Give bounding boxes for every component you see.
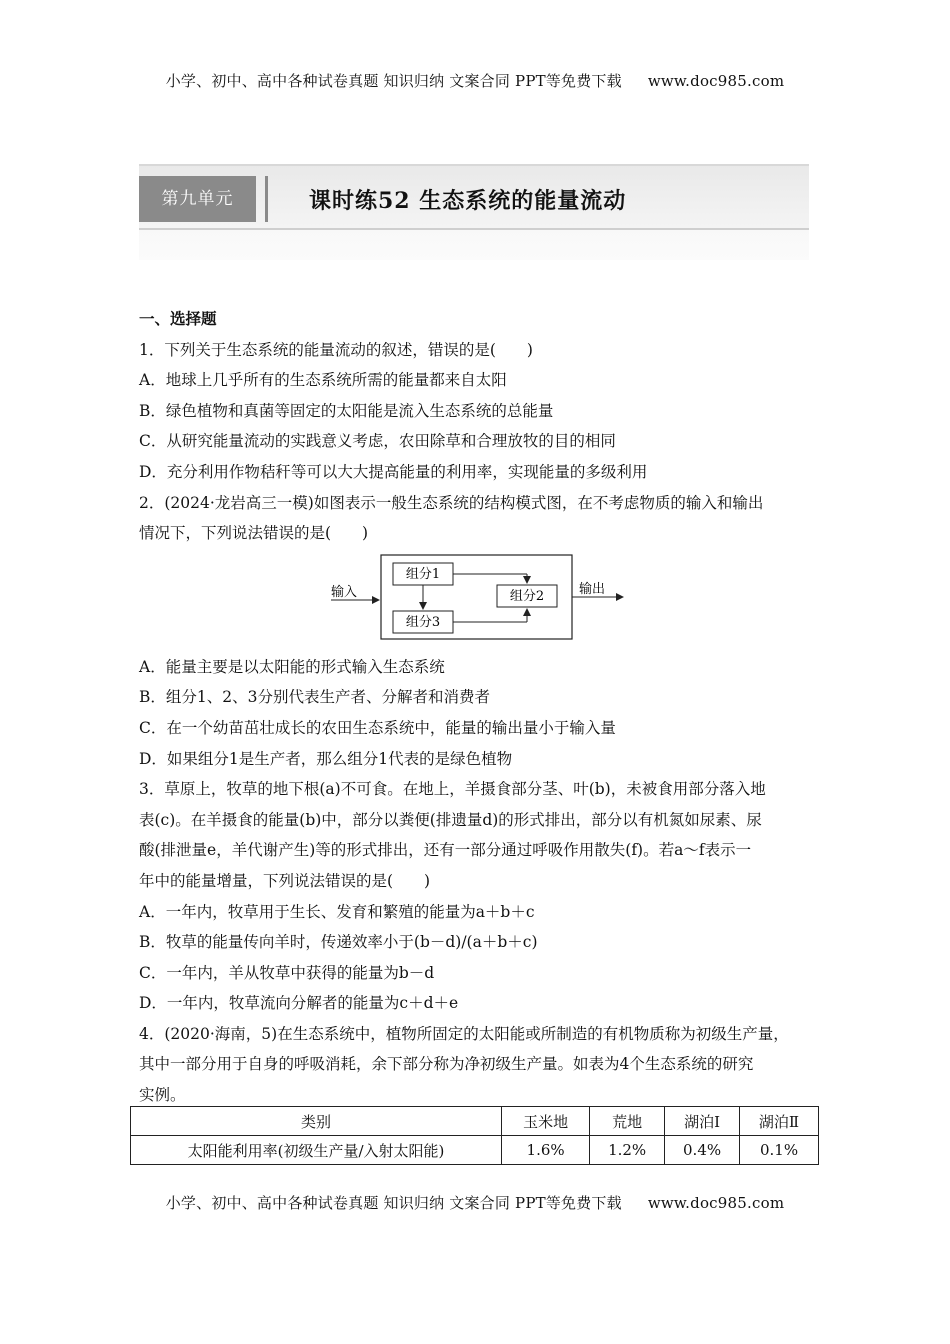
q3-stem-line4: 年中的能量增量，下列说法错误的是( ) bbox=[139, 871, 431, 890]
component-1-label: 组分1 bbox=[405, 566, 441, 582]
footer-url[interactable]: www.doc985.com bbox=[647, 1194, 785, 1212]
table-header-cell: 玉米地 bbox=[502, 1107, 590, 1136]
input-label: 输入 bbox=[331, 584, 358, 600]
q1-stem: 1．下列关于生态系统的能量流动的叙述，错误的是( ) bbox=[139, 340, 533, 359]
q3-option-c: C．一年内，羊从牧草中获得的能量为b－d bbox=[139, 963, 435, 982]
ecosystem-diagram bbox=[139, 553, 819, 651]
chapter-banner bbox=[139, 164, 809, 260]
table-header-cell: 湖泊Ⅱ bbox=[740, 1107, 819, 1136]
lesson-title: 课时练52 生态系统的能量流动 bbox=[309, 188, 627, 214]
table-row bbox=[131, 1136, 819, 1165]
table-header-cell: 类别 bbox=[131, 1107, 502, 1136]
q1-option-a: A．地球上几乎所有的生态系统所需的能量都来自太阳 bbox=[139, 371, 507, 390]
table-cell: 0.4% bbox=[665, 1136, 740, 1165]
q4-stem-line2: 其中一部分用于自身的呼吸消耗，余下部分称为净初级生产量。如表为4个生态系统的研究 bbox=[139, 1055, 754, 1074]
q3-stem-line2: 表(c)。在羊摄食的能量(b)中，部分以粪便(排遗量d)的形式排出，部分以有机氮如尿素、尿 bbox=[139, 810, 762, 829]
q3-option-b: B．牧草的能量传向羊时，传递效率小于(b－d)/(a＋b＋c) bbox=[139, 933, 538, 952]
banner-divider bbox=[265, 176, 268, 222]
page-header bbox=[0, 70, 950, 91]
page-footer bbox=[0, 1192, 950, 1213]
component-2-label: 组分2 bbox=[509, 588, 545, 604]
table-cell: 1.6% bbox=[502, 1136, 590, 1165]
table-header-cell: 湖泊Ⅰ bbox=[665, 1107, 740, 1136]
header-text: 小学、初中、高中各种试卷真题 知识归纳 文案合同 PPT等免费下载 bbox=[165, 72, 622, 90]
q2-stem-line2: 情况下，下列说法错误的是( ) bbox=[139, 524, 369, 543]
table-cell: 1.2% bbox=[590, 1136, 665, 1165]
q4-stem-line3: 实例。 bbox=[139, 1086, 186, 1105]
q2-option-c: C．在一个幼苗茁壮成长的农田生态系统中，能量的输出量小于输入量 bbox=[139, 718, 616, 737]
q2-option-d: D．如果组分1是生产者，那么组分1代表的是绿色植物 bbox=[139, 749, 513, 768]
output-label: 输出 bbox=[579, 581, 606, 597]
q2-option-b: B．组分1、2、3分别代表生产者、分解者和消费者 bbox=[139, 688, 490, 707]
efficiency-table bbox=[130, 1106, 819, 1165]
q1-option-d: D．充分利用作物秸秆等可以大大提高能量的利用率，实现能量的多级利用 bbox=[139, 462, 648, 481]
table-header-row bbox=[131, 1107, 819, 1136]
table-header-cell: 荒地 bbox=[590, 1107, 665, 1136]
q1-option-b: B．绿色植物和真菌等固定的太阳能是流入生态系统的总能量 bbox=[139, 401, 554, 420]
header-url[interactable]: www.doc985.com bbox=[647, 72, 785, 90]
footer-text: 小学、初中、高中各种试卷真题 知识归纳 文案合同 PPT等免费下载 bbox=[165, 1194, 622, 1212]
q1-option-c: C．从研究能量流动的实践意义考虑，农田除草和合理放牧的目的相同 bbox=[139, 432, 616, 451]
diagram-svg bbox=[327, 553, 627, 645]
q3-stem-line3: 酸(排泄量e，羊代谢产生)等的形式排出，还有一部分通过呼吸作用散失(f)。若a～f表示一 bbox=[139, 841, 752, 860]
section-heading: 一、选择题 bbox=[139, 309, 217, 328]
q2-option-a: A．能量主要是以太阳能的形式输入生态系统 bbox=[139, 657, 445, 676]
exercise-content bbox=[139, 304, 819, 1111]
q3-option-d: D．一年内，牧草流向分解者的能量为c＋d＋e bbox=[139, 994, 459, 1013]
q4-stem-line1: 4．(2020·海南，5)在生态系统中，植物所固定的太阳能或所制造的有机物质称为初级生产量， bbox=[139, 1024, 789, 1043]
component-3-label: 组分3 bbox=[405, 614, 441, 630]
q2-stem-line1: 2．(2024·龙岩高三一模)如图表示一般生态系统的结构模式图，在不考虑物质的输入和输出 bbox=[139, 493, 764, 512]
unit-label: 第九单元 bbox=[139, 176, 256, 222]
q3-stem-line1: 3．草原上，牧草的地下根(a)不可食。在地上，羊摄食部分茎、叶(b)，未被食用部分落入地 bbox=[139, 780, 766, 799]
table-cell: 0.1% bbox=[740, 1136, 819, 1165]
table-cell: 太阳能利用率(初级生产量/入射太阳能) bbox=[131, 1136, 502, 1165]
q3-option-a: A．一年内，牧草用于生长、发育和繁殖的能量为a＋b＋c bbox=[139, 902, 535, 921]
